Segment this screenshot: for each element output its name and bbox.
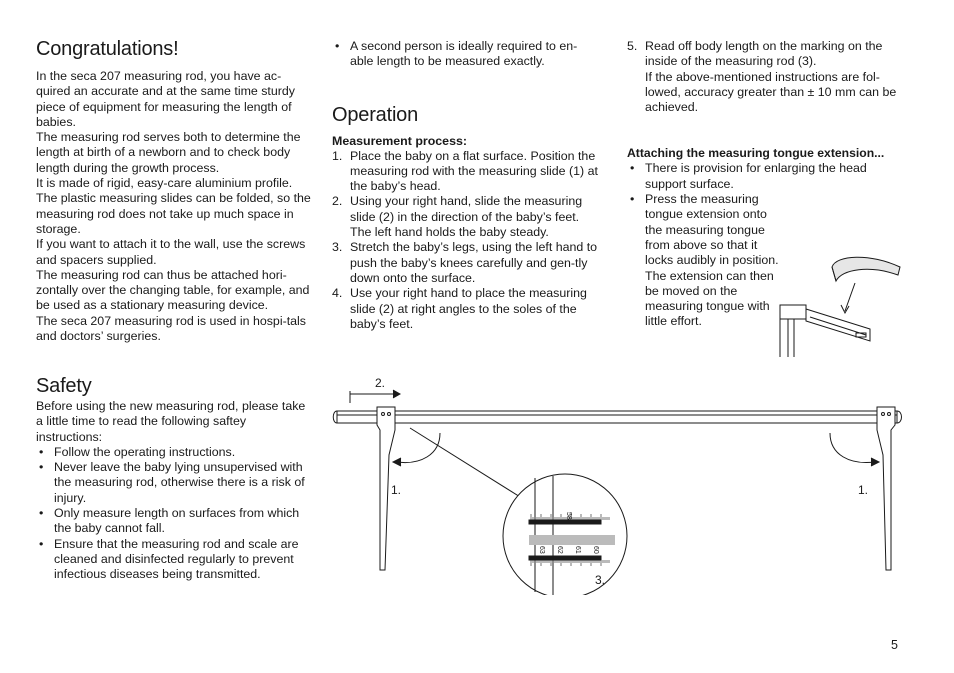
- scale-label-3: 3.: [595, 573, 606, 587]
- step-text: Place the baby on a flat surface. Position the measuring rod with the measuring slide (1) at the baby’s head.: [350, 148, 598, 194]
- congratulations-title: Congratulations!: [36, 38, 179, 60]
- step-text: Using your right hand, slide the measuring slide (2) in the direction of the baby’s feet. The left hand holds the baby steady.: [350, 194, 583, 240]
- step-item: [627, 39, 899, 115]
- changing-table-paragraph: The measuring rod can thus be attached hori-zontally over the changing table, for example, and be used as a stationary measuring device.: [36, 267, 310, 313]
- operation-title: Operation: [332, 103, 419, 126]
- right-slide: [877, 407, 895, 570]
- step-five-list: [627, 39, 899, 115]
- tongue-extension-heading: Attaching the measuring tongue extension...: [627, 146, 885, 161]
- measurement-steps: [332, 149, 600, 333]
- step-number: 5.: [627, 39, 638, 53]
- material-paragraph: It is made of rigid, easy-care aluminium profile. The plastic measuring slides can be folded, so the measuring rod does not take up much space in storage.: [36, 176, 311, 236]
- scale-number: 60: [592, 546, 599, 554]
- second-person-note: • A second person is ideally required to en-able length to be measured exactly.: [332, 39, 600, 70]
- measuring-rod-diagram: [325, 370, 915, 595]
- tongue-item: • Press the measuring tongue extension onto the measuring tongue from above so that it locks audibly in position. The extension can then be moved on the measuring tongue with little effort.: [627, 192, 785, 330]
- tongue-item: • There is provision for enlarging the head support surface.: [627, 161, 899, 192]
- scale-magnifier: [503, 474, 627, 595]
- measurement-process-heading: Measurement process:: [332, 133, 467, 148]
- step-number: 2.: [332, 194, 343, 209]
- scale-number: 63: [538, 546, 545, 554]
- step-number: 1.: [332, 148, 343, 163]
- step-text: Use your right hand to place the measuring slide (2) at right angles to the soles of the baby’s feet.: [350, 286, 587, 331]
- safety-list: [36, 445, 312, 583]
- safety-item: • Only measure length on surfaces from which the baby cannot fall.: [36, 506, 312, 537]
- operation-column: [332, 39, 600, 332]
- step-item: [332, 286, 600, 332]
- purpose-paragraph: The measuring rod serves both to determine the length at birth of a newborn and to check body length during the growth process.: [36, 130, 301, 175]
- scale-number: 62: [556, 546, 563, 554]
- step-item: [332, 240, 600, 286]
- fold-label-right: 1.: [858, 483, 869, 497]
- step-item: [332, 149, 600, 195]
- accuracy-note: If the above-mentioned instructions are fol-lowed, accuracy greater than ± 10 mm can be achieved.: [645, 69, 897, 115]
- intro-paragraph: In the seca 207 measuring rod, you have ac-quired an accurate and at the same time sturdy piece of equipment for measuring the length of babies.: [36, 69, 295, 129]
- congratulations-section: [36, 38, 311, 344]
- step-text: Stretch the baby’s legs, using the left hand to push the baby’s knees carefully and gen-tly down onto the surface.: [350, 240, 598, 285]
- step-item: [332, 194, 600, 240]
- rod-tube: [337, 411, 897, 423]
- page-number: 5: [891, 638, 898, 652]
- safety-section: [36, 375, 312, 583]
- usage-paragraph: The seca 207 measuring rod is used in hospi-tals and doctors’ surgeries.: [36, 313, 306, 344]
- scale-number: 58: [565, 512, 572, 520]
- safety-item: • Ensure that the measuring rod and scale are cleaned and disinfected regularly to prevent infectious diseases being transmitted.: [36, 537, 312, 583]
- tongue-extension-illustration: [770, 245, 905, 360]
- scale-number: 61: [574, 546, 581, 554]
- safety-item: • Follow the operating instructions.: [36, 445, 312, 460]
- step-text: Read off body length on the marking on the inside of the measuring rod (3).: [645, 39, 883, 69]
- safety-title: Safety: [36, 375, 92, 397]
- safety-item: • Never leave the baby lying unsupervised with the measuring rod, otherwise there is a risk of injury.: [36, 460, 312, 506]
- fold-label-left: 1.: [391, 483, 402, 497]
- safety-intro: Before using the new measuring rod, please take a little time to read the following saftey instructions:: [36, 399, 306, 444]
- step-number: 3.: [332, 240, 343, 255]
- wall-mount-paragraph: If you want to attach it to the wall, use the screws and spacers supplied.: [36, 237, 306, 267]
- slide-label-2: 2.: [375, 376, 386, 390]
- step-number: 4.: [332, 286, 343, 301]
- second-person-list: [332, 39, 600, 70]
